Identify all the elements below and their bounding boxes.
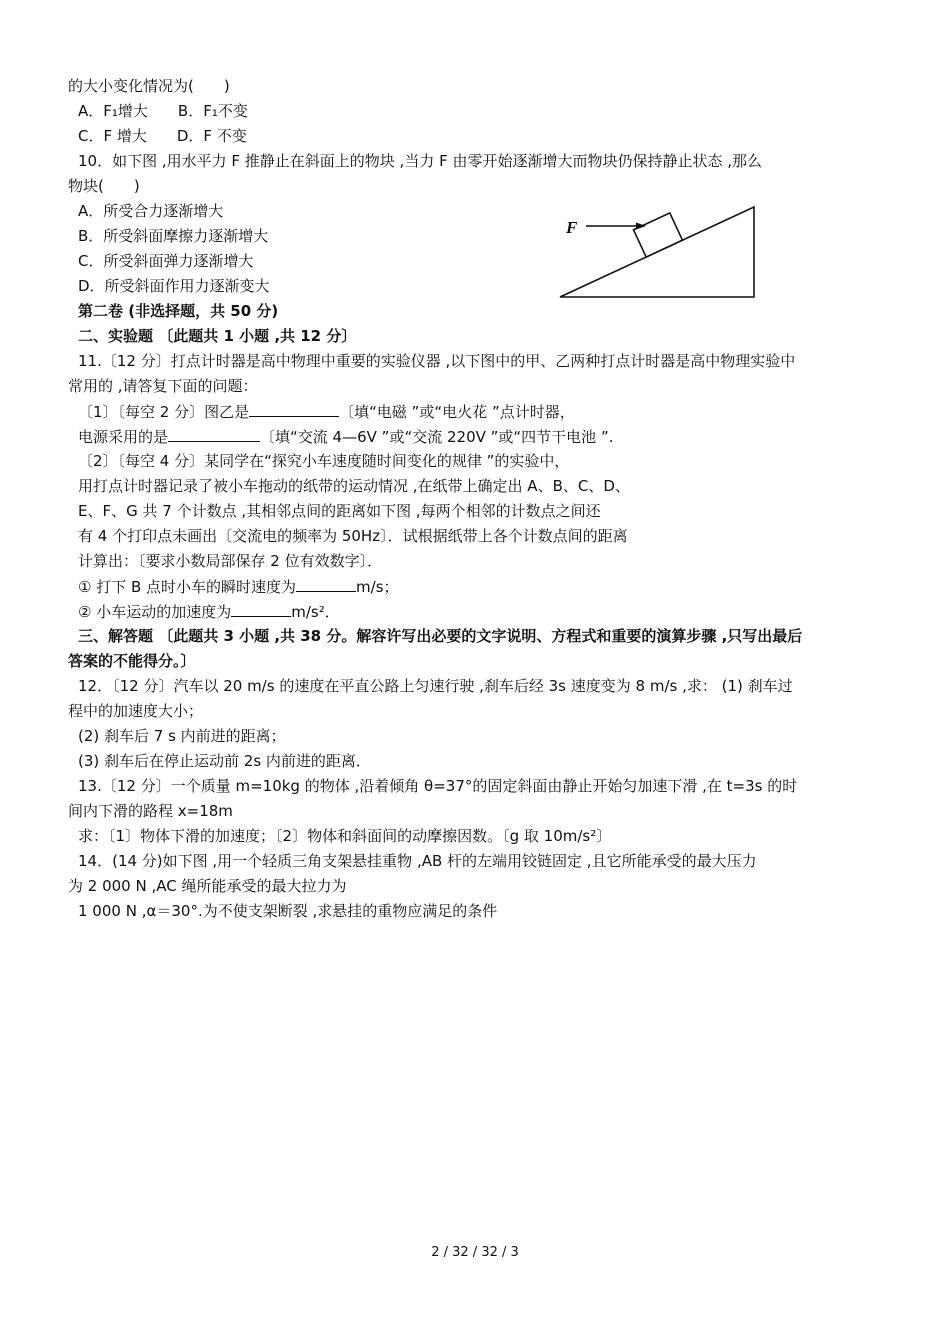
option-b: B．所受斜面摩擦力逐渐增大 [78, 227, 269, 245]
text-line: (2) 刹车后 7 s 内前进的距离； [78, 727, 286, 745]
text-line: 有 4 个打印点未画出〔交流电的频率为 50Hz〕．试根据纸带上各个计数点间的距离 [78, 527, 628, 545]
fill-in-text: ① 打下 B 点时小车的瞬时速度为 [78, 578, 297, 596]
fill-in-line [78, 426, 614, 446]
question-11: 11.〔12 分〕打点计时器是高中物理中重要的实验仪器 ,以下图中的甲、乙两种打点计时器是高中物理实验中 [78, 352, 796, 370]
text-line: (3) 刹车后在停止运动前 2s 内前进的距离． [78, 752, 371, 770]
fill-in-line [78, 601, 340, 621]
fill-in-text: m/s； [356, 578, 399, 596]
fill-in-text: 电源采用的是 [78, 428, 169, 446]
fill-in-line [78, 401, 575, 421]
question-12: 12．〔12 分〕汽车以 20 m/s 的速度在平直公路上匀速行驶 ,刹车后经 3s 速度变为 8 m/s ,求： (1) 刹车过 [78, 677, 793, 695]
option-d: D．所受斜面作用力逐渐变大 [78, 277, 270, 295]
fill-in-text: m/s²． [291, 603, 340, 621]
text-line: 间内下滑的路程 x=18m [68, 802, 233, 820]
text-line: 用打点计时器记录了被小车拖动的纸带的运动情况 ,在纸带上确定出 A、B、C、D、 [78, 477, 630, 495]
section-heading: 三、解答题 〔此题共 3 小题 ,共 38 分。解容许写出必要的文字说明、方程式和重要的演算步骤 ,只写出最后 [78, 627, 803, 645]
fill-in-text: ② 小车运动的加速度为 [78, 603, 232, 621]
option-line: A．F₁增大 B．F₁不变 [78, 102, 248, 120]
text-line: 的大小变化情况为( ) [68, 77, 230, 95]
force-label: F [566, 218, 578, 237]
answer-blank[interactable] [249, 401, 339, 417]
incline-figure [556, 200, 766, 300]
text-line: 计算出：〔要求小数局部保存 2 位有效数字〕． [78, 552, 383, 570]
fill-in-text: 〔1〕〔每空 2 分〕图乙是 [78, 403, 250, 421]
page-footer: 2 / 32 / 32 / 3 [431, 1245, 519, 1260]
text-line: 常用的 ,请答复下面的问题： [68, 377, 258, 395]
section-heading: 第二卷 (非选择题，共 50 分) [78, 302, 279, 320]
option-a: A．所受合力逐渐增大 [78, 202, 224, 220]
answer-blank[interactable] [296, 576, 356, 592]
text-line: 1 000 N ,α＝30°.为不使支架断裂 ,求悬挂的重物应满足的条件 [78, 902, 498, 920]
text-line: E、F、G 共 7 个计数点 ,其相邻点间的距离如下图 ,每两个相邻的计数点之间还 [78, 502, 601, 520]
fill-in-text: 〔填“电磁 ”或“电火花 ”点计时器， [339, 403, 575, 421]
question-13: 13.〔12 分〕一个质量 m=10kg 的物体 ,沿着倾角 θ=37°的固定斜面由静止开始匀加速下滑 ,在 t=3s 的时 [78, 777, 798, 795]
option-c: C．所受斜面弹力逐渐增大 [78, 252, 254, 270]
question-14: 14．(14 分)如下图 ,用一个轻质三角支架悬挂重物 ,AB 杆的左端用铰链固定 ,且它所能承受的最大压力 [78, 852, 757, 870]
fill-in-text: 〔填“交流 4—6V ”或“交流 220V ”或“四节干电池 ”. [260, 428, 614, 446]
text-line: 求：〔1〕物体下滑的加速度；〔2〕物体和斜面间的动摩擦因数。〔g 取 10m/s²〕 [78, 827, 612, 845]
section-heading: 答案的不能得分。〕 [68, 652, 196, 670]
fill-in-line [78, 576, 399, 596]
text-line: 物块( ) [68, 177, 140, 195]
option-line: C．F 增大 D．F 不变 [78, 127, 247, 145]
text-line: 〔2〕〔每空 4 分〕某同学在“探究小车速度随时间变化的规律 ”的实验中， [78, 452, 570, 470]
text-line: 为 2 000 N ,AC 绳所能承受的最大拉力为 [68, 877, 347, 895]
block [634, 213, 683, 257]
text-line: 程中的加速度大小； [68, 702, 204, 720]
answer-blank[interactable] [168, 426, 260, 442]
section-heading: 二、实验题 〔此题共 1 小题 ,共 12 分〕 [78, 327, 357, 345]
answer-blank[interactable] [231, 601, 291, 617]
question-10: 10．如下图 ,用水平力 F 推静止在斜面上的物块 ,当力 F 由零开始逐渐增大而物块仍保持静止状态 ,那么 [78, 152, 763, 170]
